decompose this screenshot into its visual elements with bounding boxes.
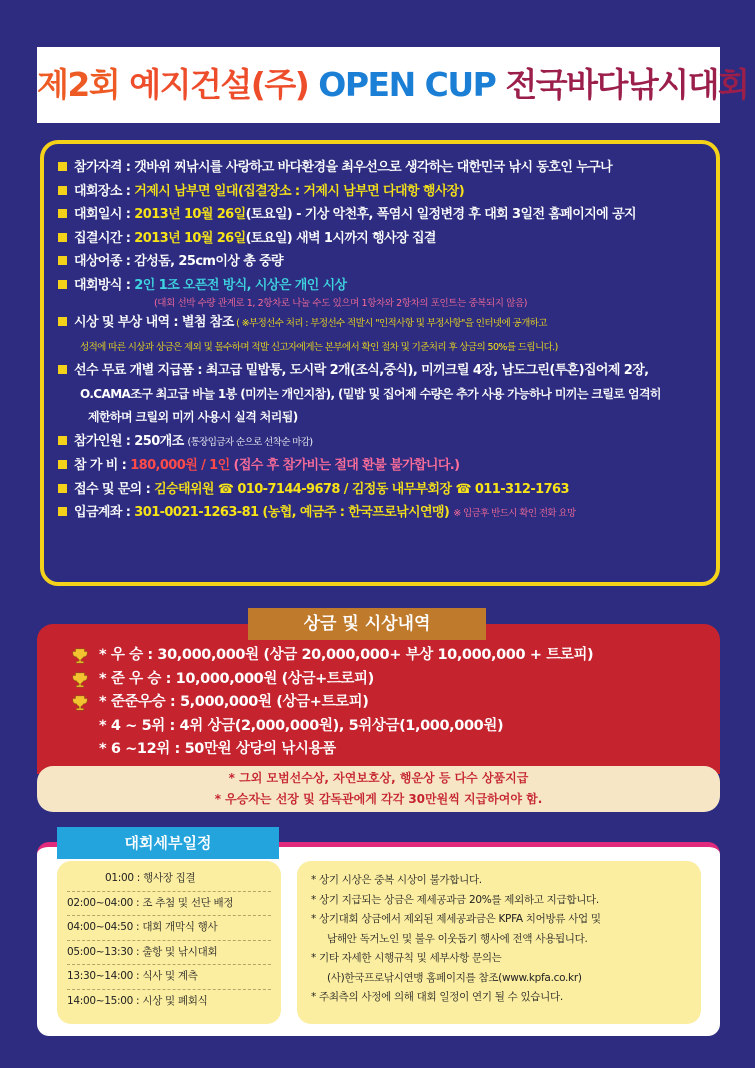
info-method-note: (대회 선박 수량 관계로 1, 2항차로 나눌 수도 있으며 1항차와 2항차의 포인트는 중복되지 않음) <box>154 298 528 309</box>
info-contact: 접수 및 문의 : 김승태위원 ☎ 010-7144-9678 / 김정동 내무부회장 ☎ 011-312-1763 <box>58 478 706 502</box>
schedule-item: 05:00~13:30 : 출항 및 낚시대회 <box>67 941 271 966</box>
bullet-icon <box>58 365 67 374</box>
info-fee: 참 가 비 : 180,000원 / 1인 (접수 후 참가비는 절대 환불 불가합니다.) <box>58 454 706 478</box>
note-item: * 상기 지급되는 상금은 제세공과금 20%를 제외하고 지급합니다. <box>311 893 599 906</box>
info-method: 대회방식 : 2인 1조 오픈전 방식, 시상은 개인 시상 <box>58 274 706 298</box>
note-item: (사)한국프로낚시연맹 홈페이지를 참조(www.kpfa.co.kr) <box>327 971 582 984</box>
info-gather-time: 집결시간 : 2013년 10월 26일(토요일) 새벽 1시까지 행사장 집결 <box>58 227 706 251</box>
trophy-icon <box>71 694 89 712</box>
note-item: * 상기 시상은 중복 시상이 불가합니다. <box>311 874 482 886</box>
schedule-item: 04:00~04:50 : 대회 개막식 행사 <box>67 916 271 941</box>
bullet-icon <box>58 317 67 326</box>
title-open-cup: OPEN CUP <box>318 65 496 104</box>
schedule-notes <box>297 861 701 1024</box>
note-item: * 기타 자세한 시행규칙 및 세부사항 문의는 <box>311 952 502 964</box>
bullet-icon <box>58 484 67 493</box>
info-qualification: 참가자격 : 갯바위 찌낚시를 사랑하고 바다환경을 최우선으로 생각하는 대한민국 낚시 동호인 누구나 <box>58 156 706 180</box>
schedule-item: 14:00~15:00 : 시상 및 폐회식 <box>67 994 208 1007</box>
prize-row-1st: * 우 승 : 30,000,000원 (상금 20,000,000+ 부상 10,000,000 + 트로피) <box>73 644 720 668</box>
info-date: 대회일시 : 2013년 10월 26일(토요일) - 기상 악천후, 폭염시 일정변경 후 대회 3일전 홈페이지에 공지 <box>58 203 706 227</box>
bullet-icon <box>58 209 67 218</box>
note-item: 남해안 독거노인 및 불우 이웃돕기 행사에 전액 사용됩니다. <box>327 932 588 945</box>
bullet-icon <box>58 460 67 469</box>
schedule-list <box>57 861 281 1024</box>
info-supplies: 선수 무료 개별 지급품 : 최고급 밑밥통, 도시락 2개(조식,중식), 미끼크릴 4장, 남도그린(투혼)집어제 2장, <box>58 359 706 383</box>
bullet-icon <box>58 256 67 265</box>
schedule-heading: 대회세부일정 <box>57 827 279 859</box>
info-supplies-line2: O.CAMA조구 최고급 바늘 1봉 (미끼는 개인지참), (밑밥 및 집어제 수량은 추가 사용 가능하나 미끼는 크릴로 엄격히 <box>80 386 661 401</box>
prize-row-6-12: * 6 ~12위 : 50만원 상당의 낚시용품 <box>99 741 336 757</box>
bullet-icon <box>58 186 67 195</box>
schedule-item: 01:00 : 행사장 집결 <box>67 867 271 892</box>
prize-note-1: * 그외 모범선수상, 자연보호상, 행운상 등 다수 상품지급 <box>228 771 529 785</box>
info-participants: 참가인원 : 250개조 (통장입금자 순으로 선착순 마감) <box>58 430 706 455</box>
note-item: * 주최측의 사정에 의해 대회 일정이 연기 될 수 있습니다. <box>311 991 563 1003</box>
info-account: 입금계좌 : 301-0021-1263-81 (농협, 예금주 : 한국프로낚시연맹) ※ 입금후 반드시 확인 전화 요망 <box>58 501 706 526</box>
prize-list <box>37 624 720 774</box>
bullet-icon <box>58 507 67 516</box>
schedule-item: 02:00~04:00 : 조 추첨 및 선단 배정 <box>67 892 271 917</box>
event-title <box>37 47 749 123</box>
prize-notes <box>37 766 720 812</box>
trophy-icon <box>71 647 89 665</box>
bullet-icon <box>58 233 67 242</box>
prize-row-4-5: * 4 ~ 5위 : 4위 상금(2,000,000원), 5위상금(1,000,000원) <box>99 717 504 734</box>
info-supplies-line3: 제한하며 크릴외 미끼 사용시 실격 처리됨) <box>88 410 298 424</box>
schedule-item: 13:30~14:00 : 식사 및 계측 <box>67 965 271 990</box>
bullet-icon <box>58 162 67 171</box>
bullet-icon <box>58 436 67 445</box>
title-edition: 제2회 <box>37 65 120 104</box>
prize-row-2nd: * 준 우 승 : 10,000,000원 (상금+트로피) <box>73 668 720 692</box>
info-awards: 시상 및 부상 내역 : 별첨 참조 ( ※부정선수 처리 : 부정선수 적발시 "인적사항 및 부정사항"을 인터넷에 공개하고 <box>58 311 706 336</box>
bullet-icon <box>58 280 67 289</box>
info-awards-note-line2: 성적에 따른 시상과 상금은 제외 및 몰수하며 적발 신고자에게는 본부에서 확인 절차 및 기준처리 후 상금의 50%를 드립니다.) <box>80 341 558 353</box>
note-item: * 상기대회 상금에서 제외된 제세공과금은 KPFA 치어방류 사업 및 <box>311 913 601 925</box>
title-event-name: 전국바다낚시대회 <box>505 65 749 104</box>
event-info-box <box>40 140 720 586</box>
info-species: 대상어종 : 감성돔, 25cm이상 총 중량 <box>58 250 706 274</box>
prize-note-2: * 우승자는 선장 및 감독관에게 각각 30만원씩 지급하여야 함. <box>214 792 543 806</box>
trophy-icon <box>71 671 89 689</box>
prize-section-heading: 상금 및 시상내역 <box>248 608 486 640</box>
title-sponsor: 예지건설(주) <box>129 65 309 104</box>
prize-row-3rd: * 준준우승 : 5,000,000원 (상금+트로피) <box>73 691 720 715</box>
info-venue: 대회장소 : 거제시 남부면 일대(집결장소 : 거제시 남부면 다대항 행사장) <box>58 180 706 204</box>
